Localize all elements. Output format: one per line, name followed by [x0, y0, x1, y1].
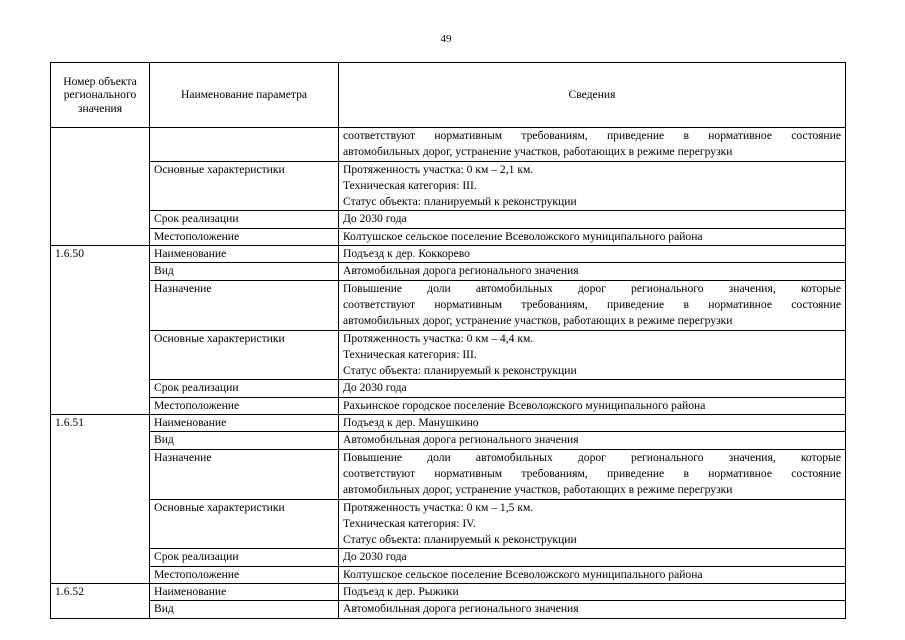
table-row — [51, 499, 846, 549]
text-line: Протяженность участка: 0 км – 4,4 км. — [343, 331, 534, 345]
page-number: 49 — [440, 33, 452, 45]
table-row — [51, 449, 846, 499]
parameter-label: Срок реализации — [150, 380, 339, 397]
type-value: Автомобильная дорога регионального значения — [339, 601, 846, 618]
object-number: 1.6.51 — [51, 415, 150, 584]
table-row — [51, 397, 846, 414]
location-value: Колтушское сельское поселение Всеволожского муниципального района — [339, 228, 846, 245]
name-value: Подъезд к дер. Коккорево — [339, 246, 846, 263]
characteristics-value — [339, 161, 846, 211]
table-row — [51, 432, 846, 449]
text-line: автомобильных дорог, устранение участков, работающих в режиме перегрузки — [343, 483, 733, 497]
object-number: 1.6.50 — [51, 246, 150, 415]
parameter-label: Наименование — [150, 246, 339, 263]
header-details: Сведения — [339, 63, 846, 128]
parameter-label: Вид — [150, 601, 339, 618]
text-line: Статус объекта: планируемый к реконструкции — [343, 195, 577, 209]
table-row — [51, 330, 846, 380]
purpose-value — [339, 280, 846, 330]
table-row — [51, 128, 846, 162]
term-value: До 2030 года — [339, 380, 846, 397]
text-line: Техническая категория: III. — [343, 178, 477, 192]
text-line: Статус объекта: планируемый к реконструкции — [343, 364, 577, 378]
header-parameter-name: Наименование параметра — [150, 63, 339, 128]
parameter-label: Вид — [150, 263, 339, 280]
text-line: Статус объекта: планируемый к реконструкции — [343, 533, 577, 547]
text-line: соответствуют нормативным требованиям, приведение в нормативное состояние — [343, 466, 841, 480]
table-row — [51, 246, 846, 263]
parameter-label: Наименование — [150, 415, 339, 432]
parameter-label: Назначение — [150, 280, 339, 330]
table-row — [51, 211, 846, 228]
parameter-label: Срок реализации — [150, 549, 339, 566]
parameters-table — [50, 62, 846, 619]
header-object-number: Номер объекта регионального значения — [51, 63, 150, 128]
parameter-label: Основные характеристики — [150, 161, 339, 211]
name-value: Подъезд к дер. Манушкино — [339, 415, 846, 432]
parameter-label: Вид — [150, 432, 339, 449]
purpose-value — [339, 449, 846, 499]
text-line: автомобильных дорог, устранение участков, работающих в режиме перегрузки — [343, 145, 733, 159]
characteristics-value — [339, 499, 846, 549]
parameter-label: Основные характеристики — [150, 499, 339, 549]
term-value: До 2030 года — [339, 211, 846, 228]
table-row — [51, 415, 846, 432]
table-row — [51, 280, 846, 330]
table-row — [51, 228, 846, 245]
table-row — [51, 601, 846, 618]
term-value: До 2030 года — [339, 549, 846, 566]
parameter-label: Местоположение — [150, 397, 339, 414]
purpose-value — [339, 128, 846, 162]
parameter-label: Наименование — [150, 584, 339, 601]
table-row — [51, 549, 846, 566]
type-value: Автомобильная дорога регионального значения — [339, 432, 846, 449]
table-row — [51, 380, 846, 397]
parameter-label: Назначение — [150, 449, 339, 499]
text-line: Повышение доли автомобильных дорог регионального значения, которые — [343, 281, 841, 295]
parameter-label: Основные характеристики — [150, 330, 339, 380]
text-line: Техническая категория: IV. — [343, 516, 476, 530]
location-value: Колтушское сельское поселение Всеволожского муниципального района — [339, 566, 846, 583]
characteristics-value — [339, 330, 846, 380]
table-header-row — [51, 63, 846, 128]
text-line: Техническая категория: III. — [343, 347, 477, 361]
parameter-label-cell — [150, 128, 339, 162]
table-row — [51, 584, 846, 601]
object-number-cell — [51, 128, 150, 246]
parameter-label: Местоположение — [150, 228, 339, 245]
text-line: Протяженность участка: 0 км – 2,1 км. — [343, 162, 534, 176]
text-line: Протяженность участка: 0 км – 1,5 км. — [343, 500, 534, 514]
text-line: соответствуют нормативным требованиям, приведение в нормативное состояние — [343, 297, 841, 311]
location-value: Рахьинское городское поселение Всеволожского муниципального района — [339, 397, 846, 414]
object-number: 1.6.52 — [51, 584, 150, 619]
text-line: автомобильных дорог, устранение участков, работающих в режиме перегрузки — [343, 314, 733, 328]
name-value: Подъезд к дер. Рыжики — [339, 584, 846, 601]
parameter-label: Срок реализации — [150, 211, 339, 228]
table-row — [51, 566, 846, 583]
text-line: Повышение доли автомобильных дорог регионального значения, которые — [343, 450, 841, 464]
type-value: Автомобильная дорога регионального значения — [339, 263, 846, 280]
parameter-label: Местоположение — [150, 566, 339, 583]
text-line: соответствуют нормативным требованиям, приведение в нормативное состояние — [343, 129, 841, 142]
table-row — [51, 263, 846, 280]
table-row — [51, 161, 846, 211]
